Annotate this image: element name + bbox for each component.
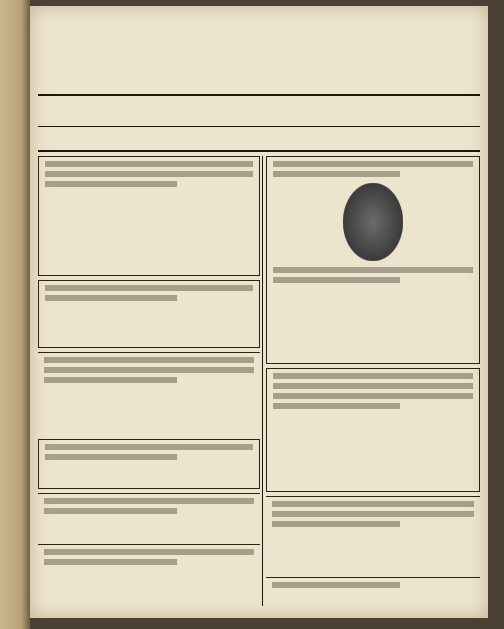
- right-column: [266, 156, 480, 606]
- masthead-rule: [38, 94, 480, 96]
- masthead: [30, 16, 488, 80]
- expedition-rule: [38, 126, 480, 127]
- advert-bazaar: [266, 496, 480, 573]
- advert-cigars: [38, 544, 260, 585]
- issue-rule: [38, 150, 480, 152]
- advert-rubber-goods: [266, 368, 480, 492]
- corset-image: [343, 183, 403, 261]
- advert-telegraphs: [38, 493, 260, 540]
- advert-stoves: [38, 439, 260, 489]
- previous-page-edge: [0, 0, 30, 629]
- advert-bordered: [38, 280, 260, 348]
- left-column: [38, 156, 260, 606]
- advert-total-sale: [38, 156, 260, 276]
- advert-buffet: [266, 577, 480, 600]
- column-divider: [262, 156, 263, 606]
- advert-corsets: [266, 156, 480, 364]
- newspaper-page: [30, 6, 488, 618]
- advert-furniture: [38, 352, 260, 435]
- issue-line: [38, 130, 480, 148]
